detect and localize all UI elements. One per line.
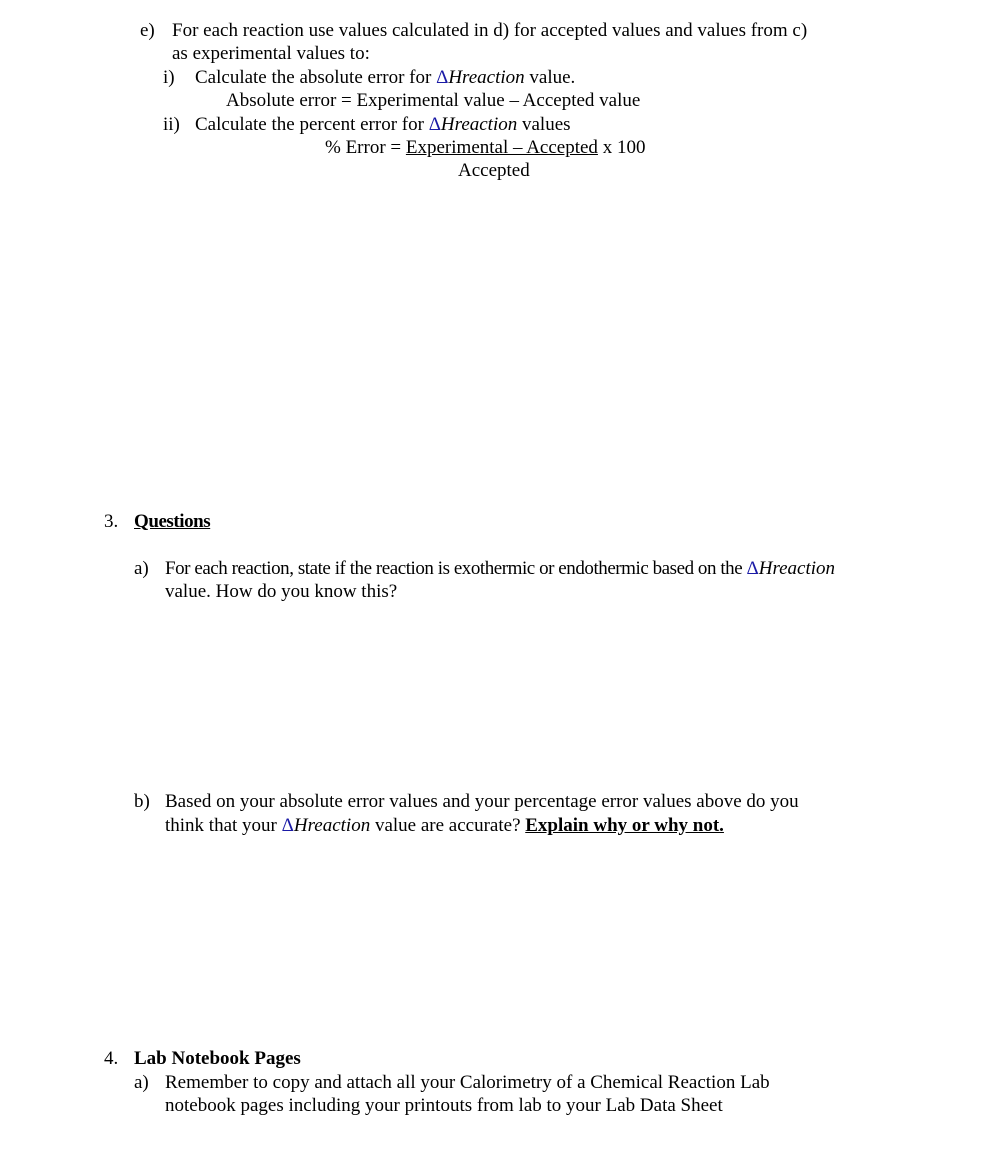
- part-e-i-post: value.: [524, 67, 576, 88]
- explain-emphasis: Explain why or why not.: [525, 815, 724, 836]
- delta-symbol: Δ: [746, 558, 759, 579]
- section-4-title: Lab Notebook Pages: [134, 1048, 301, 1069]
- question-a-line1: [165, 558, 835, 580]
- delta-symbol: Δ: [281, 815, 294, 836]
- hreaction-term: Hreaction: [758, 558, 836, 579]
- formula-prefix: % Error =: [325, 137, 406, 158]
- part-e-line2: as experimental values to:: [172, 43, 370, 64]
- section-3-title: Questions: [134, 511, 211, 532]
- question-b-marker: b): [134, 791, 150, 812]
- question-a-marker: a): [134, 558, 149, 579]
- part-e-ii-marker: ii): [163, 114, 180, 135]
- question-b-pre: think that your: [165, 815, 282, 836]
- part-e-line1: For each reaction use values calculated in d) for accepted values and values from c): [172, 20, 808, 41]
- section-4-a-line2: notebook pages including your printouts from lab to your Lab Data Sheet: [165, 1095, 723, 1116]
- question-a-pre: For each reaction, state if the reaction is exothermic or endothermic based on the: [165, 558, 747, 579]
- question-a-line2: value. How do you know this?: [165, 581, 398, 602]
- section-4-number: 4.: [104, 1048, 119, 1069]
- part-e-ii-post: values: [517, 114, 571, 135]
- part-e-marker: e): [140, 20, 155, 41]
- question-b-line2: [165, 815, 724, 837]
- section-4-a-marker: a): [134, 1072, 149, 1093]
- part-e-i-marker: i): [163, 67, 175, 88]
- question-b-line1: Based on your absolute error values and your percentage error values above do you: [165, 791, 799, 812]
- formula-numerator: Experimental – Accepted: [405, 137, 598, 158]
- formula-denominator: Accepted: [458, 160, 530, 181]
- part-e-i-text: [195, 67, 575, 89]
- part-e-i-pre: Calculate the absolute error for: [195, 67, 437, 88]
- formula-suffix: x 100: [597, 137, 646, 158]
- absolute-error-formula: Absolute error = Experimental value – Accepted value: [226, 90, 641, 111]
- hreaction-term: Hreaction: [440, 114, 518, 135]
- percent-error-formula: [325, 137, 645, 159]
- hreaction-term: Hreaction: [293, 815, 371, 836]
- hreaction-term: Hreaction: [448, 67, 525, 88]
- part-e-ii-text: [195, 114, 571, 136]
- question-b-post: value are accurate?: [370, 815, 526, 836]
- delta-symbol: Δ: [428, 114, 441, 135]
- part-e-ii-pre: Calculate the percent error for: [195, 114, 429, 135]
- section-3-number: 3.: [104, 511, 119, 532]
- delta-symbol: Δ: [436, 67, 449, 88]
- section-4-a-line1: Remember to copy and attach all your Calorimetry of a Chemical Reaction Lab: [165, 1072, 770, 1093]
